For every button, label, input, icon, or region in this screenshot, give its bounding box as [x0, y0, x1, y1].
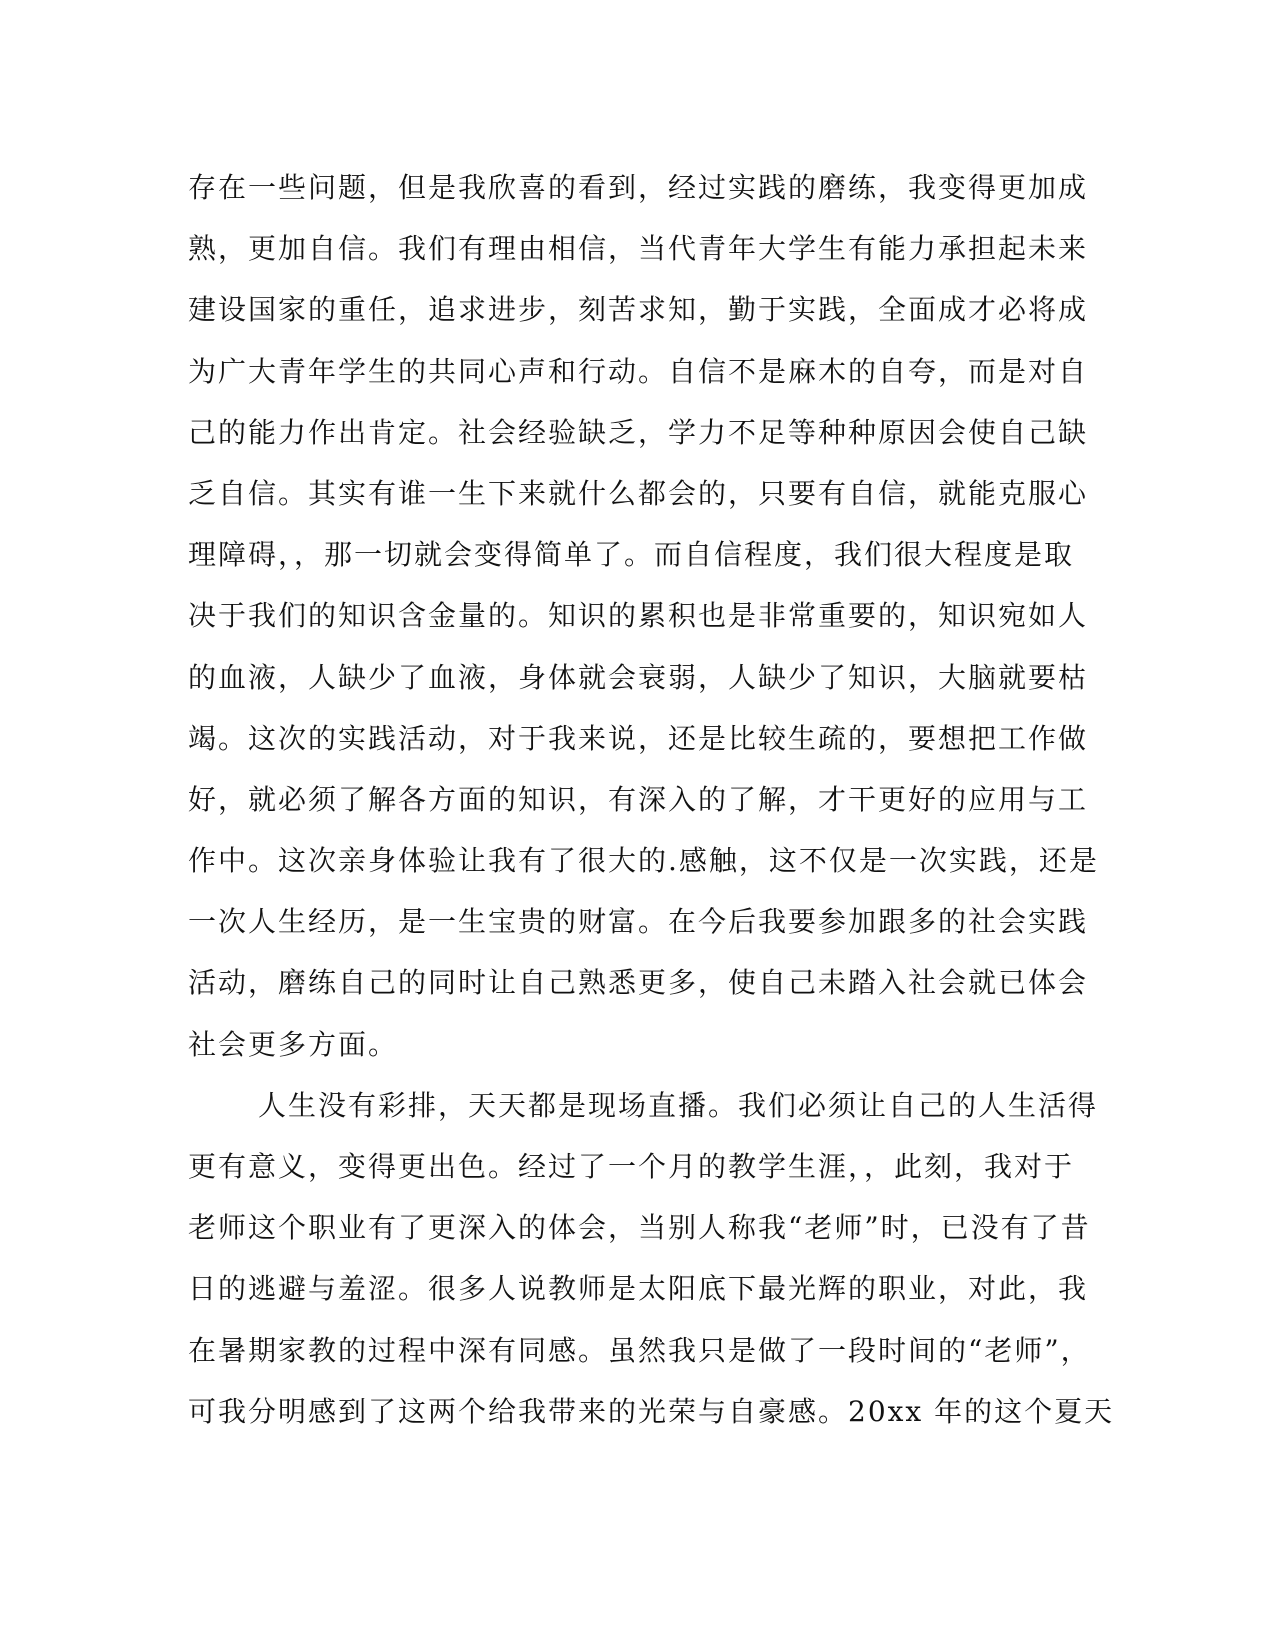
text-line: 社会更多方面。 — [188, 1027, 399, 1061]
text-line: 乏自信。其实有谁一生下来就什么都会的，只要有自信，就能克服心 — [188, 476, 1089, 510]
text-line: 存在一些问题，但是我欣喜的看到，经过实践的磨练，我变得更加成 — [188, 171, 1089, 204]
text-line: 日的逃避与羞涩。很多人说教师是太阳底下最光辉的职业，对此，我 — [188, 1272, 1089, 1306]
text-line: 老师这个职业有了更深入的体会，当别人称我“老师”时，已没有了昔 — [188, 1211, 1091, 1245]
text-line: 作中。这次亲身体验让我有了很大的.感触，这不仅是一次实践，还是 — [188, 844, 1099, 878]
text-line: 更有意义，变得更出色。经过了一个月的教学生涯，，此刻，我对于 — [188, 1150, 1075, 1183]
text-line: 在暑期家教的过程中深有同感。虽然我只是做了一段时间的“老师”， — [188, 1333, 1091, 1367]
text-line: 人生没有彩排，天天都是现场直播。我们必须让自己的人生活得 — [258, 1088, 1099, 1122]
text-line: 竭。这次的实践活动，对于我来说，还是比较生疏的，要想把工作做 — [188, 721, 1089, 755]
text-line: 活动，磨练自己的同时让自己熟悉更多，使自己未踏入社会就已体会 — [188, 966, 1089, 1000]
text-line: 可我分明感到了这两个给我带来的光荣与自豪感。20xx 年的这个夏天 — [188, 1394, 1115, 1428]
text-line: 为广大青年学生的共同心声和行动。自信不是麻木的自夸，而是对自 — [188, 354, 1089, 388]
text-line: 决于我们的知识含金量的。知识的累积也是非常重要的，知识宛如人 — [188, 599, 1089, 633]
body-text — [188, 157, 1115, 1442]
text-line: 好，就必须了解各方面的知识，有深入的了解，才干更好的应用与工 — [188, 782, 1089, 816]
paragraph-2 — [188, 1075, 1115, 1442]
text-line: 建设国家的重任，追求进步，刻苦求知，勤于实践，全面成才必将成 — [188, 293, 1089, 327]
text-line: 的血液，人缺少了血液，身体就会衰弱，人缺少了知识，大脑就要枯 — [188, 660, 1089, 694]
text-line: 己的能力作出肯定。社会经验缺乏，学力不足等种种原因会使自己缺 — [188, 415, 1089, 449]
paragraph-1 — [188, 157, 1099, 1075]
text-line: 一次人生经历，是一生宝贵的财富。在今后我要参加跟多的社会实践 — [188, 905, 1089, 939]
text-line: 理障碍，，那一切就会变得简单了。而自信程度，我们很大程度是取 — [188, 538, 1075, 572]
text-line: 熟，更加自信。我们有理由相信，当代青年大学生有能力承担起未来 — [188, 232, 1089, 266]
